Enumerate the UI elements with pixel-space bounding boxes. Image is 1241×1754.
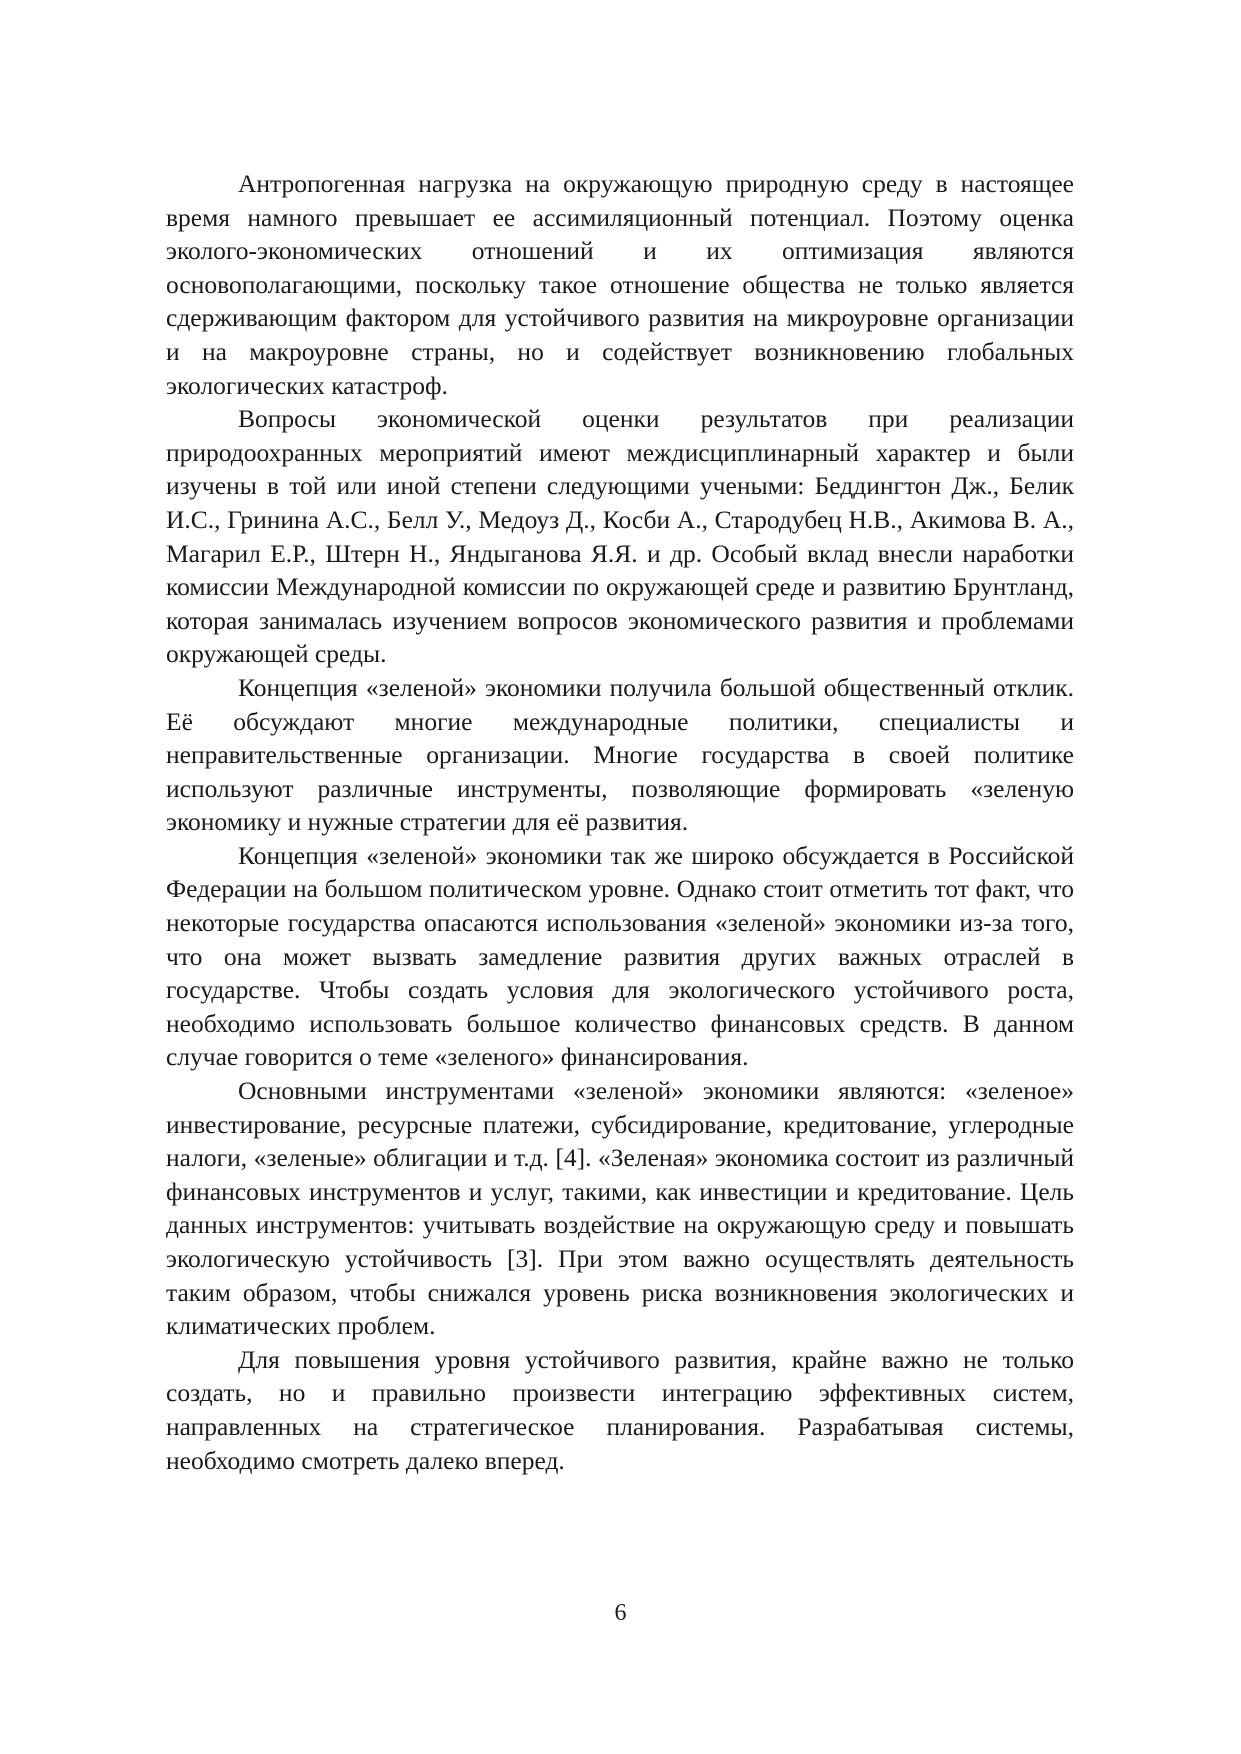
- paragraph-green-economy-russia: Концепция «зеленой» экономики так же широко обсуждается в Российской Федерации на большом политическом уровне. Однако стоит отметить тот факт, что некоторые государства опасаются использования «зеленой» экономики из-за того, что она может вызвать замедление развития других важных отраслей в государстве. Чтобы создать условия для экологического устойчивого роста, необходимо использовать большое количество финансовых средств. В данном случае говорится о теме «зеленого» финансирования.: [166, 840, 1074, 1072]
- paragraph-sustainable-development: Для повышения уровня устойчивого развития, крайне важно не только создать, но и правильно произвести интеграцию эффективных систем, направленных на стратегическое планирования. Разрабатывая системы, необходимо смотреть далеко вперед.: [166, 1344, 1074, 1475]
- paragraph-anthropogenic-load: Антропогенная нагрузка на окружающую природную среду в настоящее время намного превышает ее ассимиляционный потенциал. Поэтому оценка эколого-экономических отношений и их оптимизация являются основополагающими, поскольку такое отношение общества не только является сдерживающим фактором для устойчивого развития на микроуровне организации и на макроуровне страны, но и содействует возникновению глобальных экологических катастроф.: [166, 169, 1074, 400]
- page-number: 6: [614, 1600, 627, 1626]
- body-text: [166, 167, 1074, 1477]
- paragraph-economic-assessment: Вопросы экономической оценки результатов при реализации природоохранных мероприятий имеют междисциплинарный характер и были изучены в той или иной степени следующими учеными: Беддингтон Дж., Белик И.С., Гринина А.С., Белл У., Медоуз Д., Косби А., Стародубец Н.В., Акимова В. А., Магарил Е.Р., Штерн Н., Яндыганова Я.Я. и др. Особый вклад внесли наработки комиссии Международной комиссии по окружающей среде и развитию Брунтланд, которая занималась изучением вопросов экономического развития и проблемами окружающей среды.: [166, 404, 1074, 669]
- paragraph-green-economy-concept: Концепция «зеленой» экономики получила большой общественный отклик. Её обсуждают многие международные политики, специалисты и неправительственные организации. Многие государства в своей политике используют различные инструменты, позволяющие формировать «зеленую экономику и нужные стратегии для её развития.: [166, 672, 1074, 837]
- paragraph-green-economy-instruments: Основными инструментами «зеленой» экономики являются: «зеленое» инвестирование, ресурсные платежи, субсидирование, кредитование, углеродные налоги, «зеленые» облигации и т.д. [4]. «Зеленая» экономика состоит из различный финансовых инструментов и услуг, такими, как инвестиции и кредитование. Цель данных инструментов: учитывать воздействие на окружающую среду и повышать экологическую устойчивость [3]. При этом важно осуществлять деятельность таким образом, чтобы снижался уровень риска возникновения экологических и климатических проблем.: [166, 1076, 1074, 1341]
